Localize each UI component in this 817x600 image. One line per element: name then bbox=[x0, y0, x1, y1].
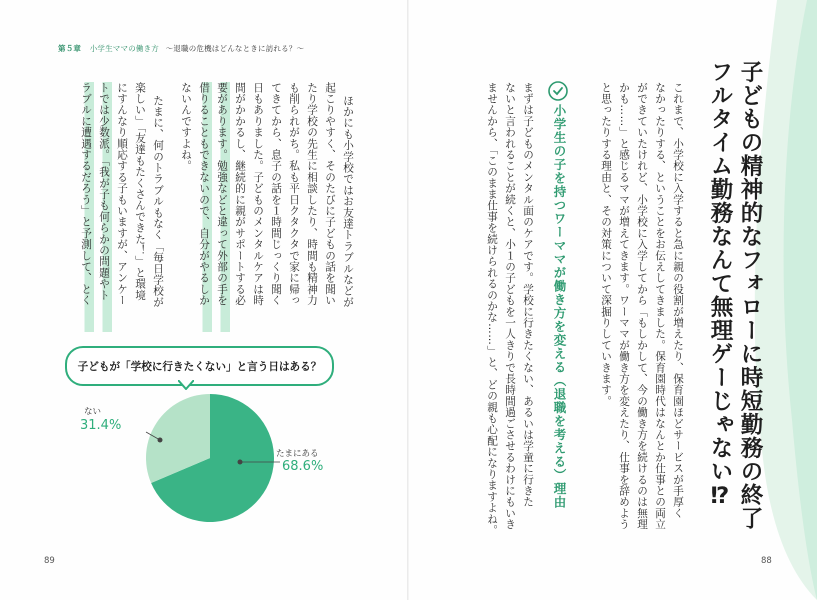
body-column: かも……」と感じるママが増えてきます。ワーママが働き方を変えたり、仕事を辞めよう bbox=[618, 82, 630, 530]
body-column: と思ったりする理由と、その対策について深掘りしていきます。 bbox=[600, 82, 612, 407]
chapter-subtitle: 〜退職の危機はどんなときに訪れる？〜 bbox=[165, 44, 305, 53]
body-column: ませんから、「このまま仕事を続けられるのかな……」と、どの親も心配になりますよね。 bbox=[486, 82, 498, 536]
page-number-right: 88 bbox=[761, 556, 772, 566]
slice-label-no: ない bbox=[84, 407, 102, 417]
chart-question: 子どもが「学校に行きたくない」と言う日はある？ bbox=[77, 360, 322, 373]
body-column: てきてから、息子の話を１時間じっくり聞く bbox=[270, 82, 282, 306]
body-column-highlighted: 要があります。勉強などと違って外部の手を bbox=[214, 82, 230, 332]
section-headline: 小学生の子を持つワーママが働き方を変える（退職を考える）理由 bbox=[552, 104, 567, 509]
slice-label-yes: たまにある bbox=[276, 449, 319, 459]
body-column-highlighted: トでは少数派。「我が子も何らかの問題やト bbox=[96, 82, 112, 332]
page-title-line1: 子どもの精神的なフォローに時短勤務の終了 bbox=[737, 60, 763, 530]
body-column-highlighted: 借りることもできないので、自分がやるしか bbox=[196, 82, 212, 332]
slice-value-no: 31.4% bbox=[80, 418, 122, 433]
body-column-highlighted: ラブルに遭遇するだろう」と予測して、とく bbox=[78, 82, 94, 332]
body-column: これまで、小学校に入学すると急に親の役割が増えたり、保育園ほどサービスが手厚く bbox=[672, 82, 684, 519]
page-title-line2: フルタイム勤務なんて無理ゲーじゃない⁉ bbox=[707, 60, 733, 510]
body-column: 楽しい」「友達もたくさんできた！」と環境 bbox=[134, 82, 146, 301]
slice-value-yes: 68.6% bbox=[282, 459, 324, 474]
chapter-title: 小学生ママの働き方 bbox=[89, 44, 160, 53]
hand-check-icon bbox=[548, 81, 568, 101]
running-head bbox=[58, 43, 304, 54]
body-column: たり学校の先生に相談したり、時間も精神力 bbox=[306, 82, 318, 306]
body-column: 日もありました。子どものメンタルケアは時 bbox=[252, 82, 264, 306]
body-column: 間がかかるし、継続的に親がサポートする必 bbox=[234, 82, 246, 306]
body-column: も削られがち。私も平日クタクタで家に帰っ bbox=[288, 82, 300, 306]
body-column: にすんなり順応する子もいますが、アンケー bbox=[116, 82, 128, 306]
body-column: ないと言われることが続くと、小１の子どもを一人きりで長時間過ごさせるわけにもいき bbox=[504, 82, 516, 530]
body-column: ができていたけれど、小学校に入学してから「もしかして、今の働き方を続けるのは無理 bbox=[636, 82, 648, 531]
body-column: まずは子どものメンタル面のケアです。学校に行きたくない、あるいは学童に行きた bbox=[522, 82, 534, 508]
body-column: たまに、何のトラブルもなく「毎日学校が bbox=[152, 95, 164, 308]
body-column: なかったりする、ということをお伝えしてきました。保育園時代はなんとか仕事との両立 bbox=[654, 82, 666, 531]
chapter-number: 第５章 bbox=[58, 44, 82, 53]
page-number-left: 89 bbox=[44, 556, 55, 566]
pie-chart bbox=[140, 380, 280, 530]
body-column: 起こりやすく、そのたびに子どもの話を聞い bbox=[324, 82, 336, 306]
body-column: ないんですよね。 bbox=[180, 82, 192, 172]
page-gutter bbox=[407, 0, 409, 600]
body-column: ほかにも小学校ではお友達トラブルなどが bbox=[342, 95, 354, 308]
